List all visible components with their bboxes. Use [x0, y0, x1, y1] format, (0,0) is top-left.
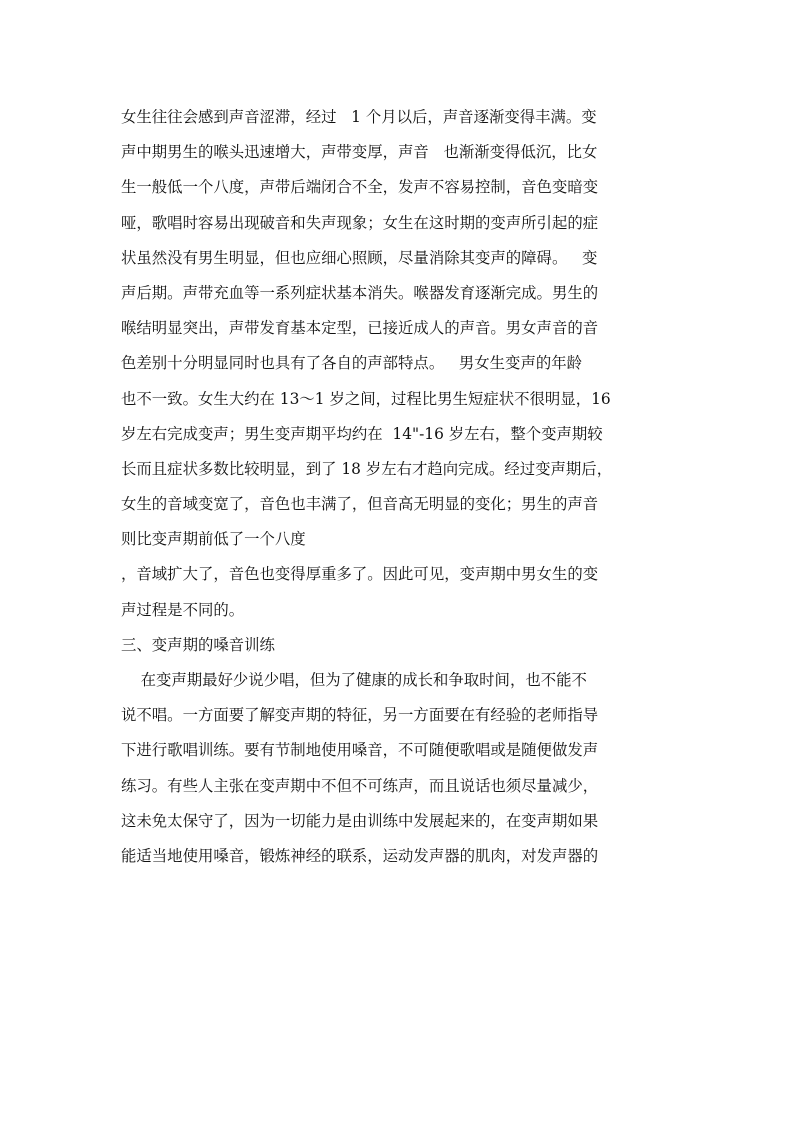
- text-line: 在变声期最好少说少唱，但为了健康的成长和争取时间，也不能不: [121, 671, 587, 689]
- text-line: 色差别十分明显同时也具有了各自的声部特点。 男女生变声的年龄: [121, 354, 583, 373]
- text-line: 生一般低一个八度，声带后端闭合不全，发声不容易控制，音色变暗变: [121, 178, 599, 197]
- text-line: 女生的音域变宽了，音色也丰满了，但音高无明显的变化；男生的声音: [121, 495, 599, 514]
- text-line: 女生往往会感到声音涩滞，经过 1 个月以后，声音逐渐变得丰满。变: [121, 108, 597, 126]
- text-line: 也不一致。女生大约在 13～1 岁之间，过程比男生短症状不很明显，16: [121, 389, 611, 408]
- text-line: 能适当地使用嗓音，锻炼神经的联系，运动发声器的肌肉，对发声器的: [121, 846, 599, 865]
- text-line: 说不唱。一方面要了解变声期的特征，另一方面要在有经验的老师指导: [121, 706, 599, 725]
- text-line: 则比变声期前低了一个八度: [121, 530, 306, 549]
- text-line: 喉结明显突出，声带发育基本定型，已接近成人的声音。男女声音的音: [121, 319, 599, 338]
- text-line: 声中期男生的喉头迅速增大，声带变厚，声音 也渐渐变得低沉，比女: [121, 143, 598, 162]
- text-line: ，音域扩大了，音色也变得厚重多了。因此可见，变声期中男女生的变: [121, 565, 599, 584]
- body-text: [121, 100, 681, 874]
- text-line: 长而且症状多数比较明显，到了 18 岁左右才趋向完成。经过变声期后，: [121, 459, 613, 478]
- text-line: 声后期。声带充血等一系列症状基本消失。喉器发育逐渐完成。男生的: [121, 283, 599, 302]
- section-heading: 三、变声期的嗓音训练: [121, 635, 275, 654]
- text-line: 状虽然没有男生明显，但也应细心照顾，尽量消除其变声的障碍。 变: [121, 248, 598, 267]
- text-line: 这未免太保守了，因为一切能力是由训练中发展起来的，在变声期如果: [121, 811, 599, 830]
- text-line: 下进行歌唱训练。要有节制地使用嗓音，不可随便歌唱或是随便做发声: [121, 741, 599, 760]
- text-line: 练习。有些人主张在变声期中不但不可练声，而且说话也须尽量减少，: [121, 776, 599, 795]
- text-line: 声过程是不同的。: [121, 600, 245, 619]
- text-line: 哑，歌唱时容易出现破音和失声现象；女生在这时期的变声所引起的症: [121, 213, 599, 232]
- text-line: 岁左右完成变声；男生变声期平均约在 14"-16 岁左右，整个变声期较: [121, 424, 603, 443]
